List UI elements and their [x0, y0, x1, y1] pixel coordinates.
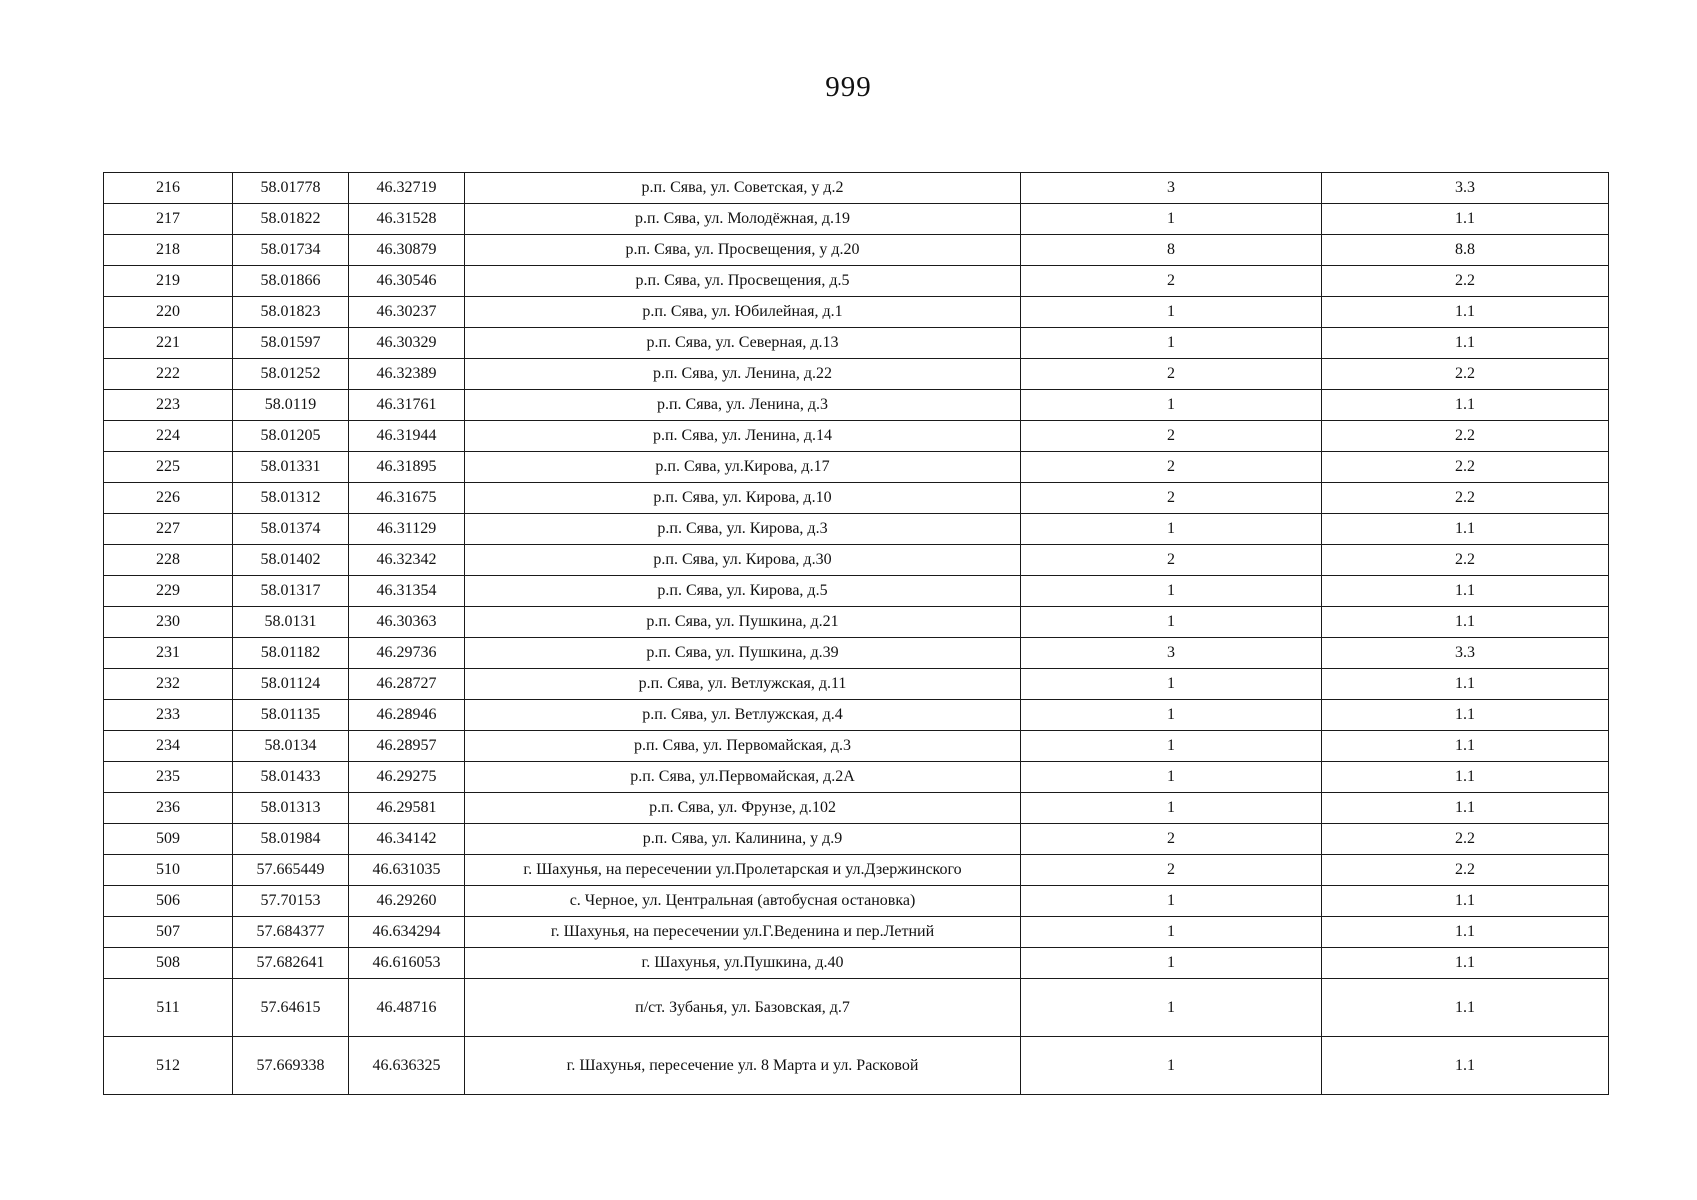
longitude-cell: 46.31944 [349, 421, 465, 452]
address-cell: р.п. Сява, ул. Фрунзе, д.102 [465, 793, 1021, 824]
container-count-cell: 3 [1021, 173, 1322, 204]
container-count-cell: 1 [1021, 607, 1322, 638]
longitude-cell: 46.31895 [349, 452, 465, 483]
row-number-cell: 512 [104, 1037, 233, 1095]
latitude-cell: 58.01182 [233, 638, 349, 669]
latitude-cell: 58.01822 [233, 204, 349, 235]
latitude-cell: 57.70153 [233, 886, 349, 917]
table-row [104, 669, 1609, 700]
container-count-cell: 1 [1021, 576, 1322, 607]
address-cell: г. Шахунья, пересечение ул. 8 Марта и ул. Расковой [465, 1037, 1021, 1095]
row-number-cell: 216 [104, 173, 233, 204]
longitude-cell: 46.29260 [349, 886, 465, 917]
longitude-cell: 46.32389 [349, 359, 465, 390]
address-cell: р.п. Сява, ул. Советская, у д.2 [465, 173, 1021, 204]
row-number-cell: 223 [104, 390, 233, 421]
longitude-cell: 46.48716 [349, 979, 465, 1037]
address-cell: р.п. Сява, ул. Юбилейная, д.1 [465, 297, 1021, 328]
address-cell: р.п. Сява, ул. Кирова, д.10 [465, 483, 1021, 514]
latitude-cell: 57.665449 [233, 855, 349, 886]
row-number-cell: 219 [104, 266, 233, 297]
latitude-cell: 58.01866 [233, 266, 349, 297]
container-count-cell: 1 [1021, 1037, 1322, 1095]
row-number-cell: 218 [104, 235, 233, 266]
row-number-cell: 233 [104, 700, 233, 731]
longitude-cell: 46.634294 [349, 917, 465, 948]
longitude-cell: 46.28957 [349, 731, 465, 762]
table-row [104, 576, 1609, 607]
address-cell: р.п. Сява, ул. Первомайская, д.3 [465, 731, 1021, 762]
volume-cell: 2.2 [1322, 545, 1609, 576]
volume-cell: 1.1 [1322, 390, 1609, 421]
row-number-cell: 510 [104, 855, 233, 886]
container-count-cell: 1 [1021, 700, 1322, 731]
container-count-cell: 1 [1021, 328, 1322, 359]
address-cell: р.п. Сява, ул.Первомайская, д.2А [465, 762, 1021, 793]
latitude-cell: 58.01823 [233, 297, 349, 328]
table-body [104, 173, 1609, 1095]
volume-cell: 8.8 [1322, 235, 1609, 266]
latitude-cell: 58.01402 [233, 545, 349, 576]
address-cell: г. Шахунья, ул.Пушкина, д.40 [465, 948, 1021, 979]
row-number-cell: 234 [104, 731, 233, 762]
volume-cell: 1.1 [1322, 204, 1609, 235]
container-count-cell: 2 [1021, 266, 1322, 297]
volume-cell: 1.1 [1322, 669, 1609, 700]
table-row [104, 700, 1609, 731]
longitude-cell: 46.31675 [349, 483, 465, 514]
longitude-cell: 46.29275 [349, 762, 465, 793]
latitude-cell: 58.01778 [233, 173, 349, 204]
volume-cell: 2.2 [1322, 855, 1609, 886]
row-number-cell: 236 [104, 793, 233, 824]
container-count-cell: 1 [1021, 979, 1322, 1037]
container-count-cell: 2 [1021, 452, 1322, 483]
longitude-cell: 46.29581 [349, 793, 465, 824]
volume-cell: 2.2 [1322, 824, 1609, 855]
longitude-cell: 46.31129 [349, 514, 465, 545]
container-count-cell: 2 [1021, 359, 1322, 390]
address-cell: р.п. Сява, ул. Ленина, д.22 [465, 359, 1021, 390]
table-row [104, 762, 1609, 793]
row-number-cell: 506 [104, 886, 233, 917]
row-number-cell: 226 [104, 483, 233, 514]
table-row [104, 235, 1609, 266]
longitude-cell: 46.631035 [349, 855, 465, 886]
row-number-cell: 217 [104, 204, 233, 235]
container-count-cell: 2 [1021, 545, 1322, 576]
table-row [104, 545, 1609, 576]
address-cell: р.п. Сява, ул.Кирова, д.17 [465, 452, 1021, 483]
container-count-cell: 2 [1021, 824, 1322, 855]
container-count-cell: 1 [1021, 917, 1322, 948]
row-number-cell: 231 [104, 638, 233, 669]
row-number-cell: 222 [104, 359, 233, 390]
latitude-cell: 57.684377 [233, 917, 349, 948]
latitude-cell: 58.01597 [233, 328, 349, 359]
longitude-cell: 46.636325 [349, 1037, 465, 1095]
volume-cell: 2.2 [1322, 452, 1609, 483]
table-row [104, 1037, 1609, 1095]
latitude-cell: 58.01433 [233, 762, 349, 793]
latitude-cell: 58.01205 [233, 421, 349, 452]
container-sites-table [103, 172, 1609, 1095]
container-count-cell: 1 [1021, 297, 1322, 328]
volume-cell: 1.1 [1322, 1037, 1609, 1095]
table-row [104, 359, 1609, 390]
address-cell: р.п. Сява, ул. Ленина, д.14 [465, 421, 1021, 452]
longitude-cell: 46.31354 [349, 576, 465, 607]
container-count-cell: 3 [1021, 638, 1322, 669]
address-cell: р.п. Сява, ул. Ветлужская, д.4 [465, 700, 1021, 731]
container-count-cell: 1 [1021, 762, 1322, 793]
address-cell: р.п. Сява, ул. Кирова, д.5 [465, 576, 1021, 607]
latitude-cell: 58.0119 [233, 390, 349, 421]
latitude-cell: 58.0134 [233, 731, 349, 762]
row-number-cell: 220 [104, 297, 233, 328]
table-row [104, 421, 1609, 452]
volume-cell: 1.1 [1322, 979, 1609, 1037]
container-count-cell: 1 [1021, 669, 1322, 700]
row-number-cell: 232 [104, 669, 233, 700]
volume-cell: 1.1 [1322, 700, 1609, 731]
latitude-cell: 58.01312 [233, 483, 349, 514]
volume-cell: 1.1 [1322, 607, 1609, 638]
container-count-cell: 1 [1021, 886, 1322, 917]
table-row [104, 793, 1609, 824]
longitude-cell: 46.28727 [349, 669, 465, 700]
volume-cell: 3.3 [1322, 173, 1609, 204]
address-cell: р.п. Сява, ул. Ленина, д.3 [465, 390, 1021, 421]
table-row [104, 824, 1609, 855]
volume-cell: 1.1 [1322, 948, 1609, 979]
address-cell: с. Черное, ул. Центральная (автобусная остановка) [465, 886, 1021, 917]
row-number-cell: 508 [104, 948, 233, 979]
latitude-cell: 57.64615 [233, 979, 349, 1037]
container-count-cell: 2 [1021, 483, 1322, 514]
table-row [104, 452, 1609, 483]
latitude-cell: 58.01252 [233, 359, 349, 390]
container-count-cell: 1 [1021, 204, 1322, 235]
table-row [104, 917, 1609, 948]
latitude-cell: 58.01317 [233, 576, 349, 607]
container-count-cell: 1 [1021, 948, 1322, 979]
address-cell: г. Шахунья, на пересечении ул.Г.Веденина и пер.Летний [465, 917, 1021, 948]
address-cell: р.п. Сява, ул. Ветлужская, д.11 [465, 669, 1021, 700]
container-count-cell: 1 [1021, 390, 1322, 421]
table-row [104, 328, 1609, 359]
row-number-cell: 230 [104, 607, 233, 638]
address-cell: р.п. Сява, ул. Пушкина, д.39 [465, 638, 1021, 669]
latitude-cell: 57.682641 [233, 948, 349, 979]
longitude-cell: 46.32342 [349, 545, 465, 576]
table-row [104, 204, 1609, 235]
volume-cell: 1.1 [1322, 793, 1609, 824]
row-number-cell: 224 [104, 421, 233, 452]
row-number-cell: 509 [104, 824, 233, 855]
longitude-cell: 46.31528 [349, 204, 465, 235]
address-cell: г. Шахунья, на пересечении ул.Пролетарская и ул.Дзержинского [465, 855, 1021, 886]
address-cell: п/ст. Зубанья, ул. Базовская, д.7 [465, 979, 1021, 1037]
longitude-cell: 46.30237 [349, 297, 465, 328]
latitude-cell: 58.01734 [233, 235, 349, 266]
longitude-cell: 46.616053 [349, 948, 465, 979]
latitude-cell: 58.01374 [233, 514, 349, 545]
volume-cell: 1.1 [1322, 576, 1609, 607]
address-cell: р.п. Сява, ул. Кирова, д.30 [465, 545, 1021, 576]
row-number-cell: 225 [104, 452, 233, 483]
container-count-cell: 1 [1021, 731, 1322, 762]
table-row [104, 948, 1609, 979]
latitude-cell: 57.669338 [233, 1037, 349, 1095]
row-number-cell: 227 [104, 514, 233, 545]
table-row [104, 297, 1609, 328]
volume-cell: 2.2 [1322, 483, 1609, 514]
volume-cell: 2.2 [1322, 421, 1609, 452]
container-count-cell: 1 [1021, 793, 1322, 824]
volume-cell: 2.2 [1322, 266, 1609, 297]
volume-cell: 1.1 [1322, 514, 1609, 545]
table-row [104, 607, 1609, 638]
volume-cell: 1.1 [1322, 328, 1609, 359]
container-count-cell: 1 [1021, 514, 1322, 545]
table-row [104, 514, 1609, 545]
longitude-cell: 46.34142 [349, 824, 465, 855]
row-number-cell: 221 [104, 328, 233, 359]
table-row [104, 855, 1609, 886]
latitude-cell: 58.01984 [233, 824, 349, 855]
table-row [104, 979, 1609, 1037]
container-count-cell: 2 [1021, 855, 1322, 886]
volume-cell: 1.1 [1322, 886, 1609, 917]
container-count-cell: 8 [1021, 235, 1322, 266]
latitude-cell: 58.01135 [233, 700, 349, 731]
longitude-cell: 46.30879 [349, 235, 465, 266]
longitude-cell: 46.30363 [349, 607, 465, 638]
latitude-cell: 58.0131 [233, 607, 349, 638]
address-cell: р.п. Сява, ул. Северная, д.13 [465, 328, 1021, 359]
row-number-cell: 235 [104, 762, 233, 793]
table-row [104, 638, 1609, 669]
longitude-cell: 46.29736 [349, 638, 465, 669]
latitude-cell: 58.01124 [233, 669, 349, 700]
table-row [104, 731, 1609, 762]
volume-cell: 2.2 [1322, 359, 1609, 390]
row-number-cell: 507 [104, 917, 233, 948]
table-row [104, 390, 1609, 421]
address-cell: р.п. Сява, ул. Молодёжная, д.19 [465, 204, 1021, 235]
volume-cell: 1.1 [1322, 762, 1609, 793]
volume-cell: 1.1 [1322, 297, 1609, 328]
latitude-cell: 58.01313 [233, 793, 349, 824]
latitude-cell: 58.01331 [233, 452, 349, 483]
table-row [104, 886, 1609, 917]
volume-cell: 3.3 [1322, 638, 1609, 669]
row-number-cell: 229 [104, 576, 233, 607]
page-number: 999 [825, 71, 872, 103]
longitude-cell: 46.31761 [349, 390, 465, 421]
table-row [104, 266, 1609, 297]
row-number-cell: 511 [104, 979, 233, 1037]
address-cell: р.п. Сява, ул. Калинина, у д.9 [465, 824, 1021, 855]
longitude-cell: 46.32719 [349, 173, 465, 204]
container-count-cell: 2 [1021, 421, 1322, 452]
row-number-cell: 228 [104, 545, 233, 576]
volume-cell: 1.1 [1322, 917, 1609, 948]
address-cell: р.п. Сява, ул. Кирова, д.3 [465, 514, 1021, 545]
longitude-cell: 46.30546 [349, 266, 465, 297]
table-row [104, 483, 1609, 514]
address-cell: р.п. Сява, ул. Просвещения, д.5 [465, 266, 1021, 297]
address-cell: р.п. Сява, ул. Просвещения, у д.20 [465, 235, 1021, 266]
longitude-cell: 46.28946 [349, 700, 465, 731]
longitude-cell: 46.30329 [349, 328, 465, 359]
address-cell: р.п. Сява, ул. Пушкина, д.21 [465, 607, 1021, 638]
table-row [104, 173, 1609, 204]
volume-cell: 1.1 [1322, 731, 1609, 762]
